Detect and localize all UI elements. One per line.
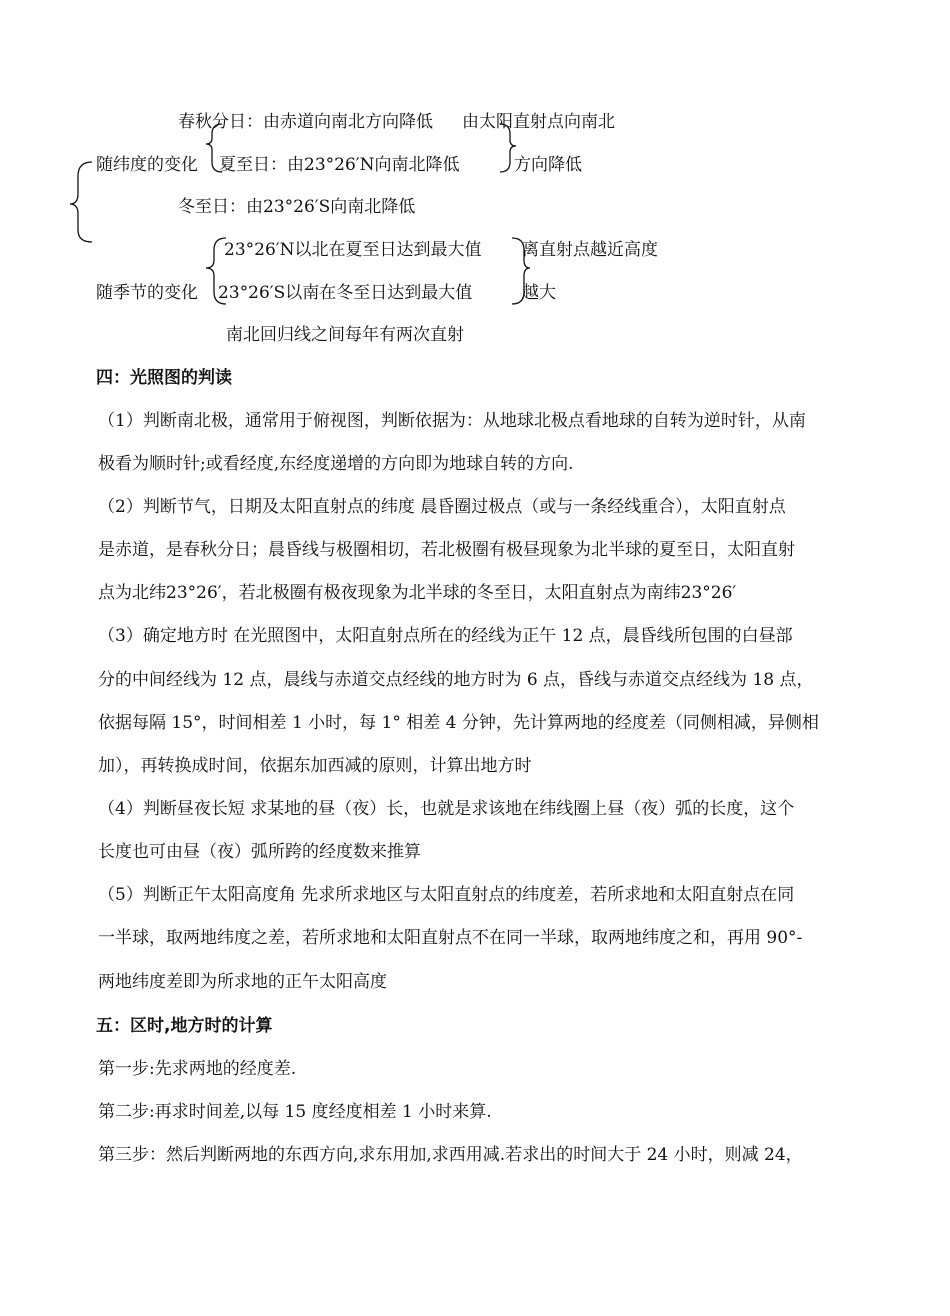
summer-row-text: 夏至日：由23°26′N向南北降低	[219, 155, 460, 175]
winter-row-text: 冬至日：由23°26′S向南北降低	[178, 197, 416, 217]
section5-heading: 五：区时,地方时的计算	[96, 1016, 273, 1036]
section4-line: 分的中间经线为 12 点，晨线与赤道交点经线的地方时为 6 点，昏线与赤道交点经线为 18 点，	[98, 670, 814, 690]
section4-line: 是赤道，是春秋分日；晨昏线与极圈相切，若北极圈有极昼现象为北半球的夏至日，太阳直射	[98, 540, 795, 560]
season-right-note-1: 离直射点越近高度	[522, 240, 658, 260]
section4-line: （5）判断正午太阳高度角 先求所求地区与太阳直射点的纬度差，若所求地和太阳直射点在同	[98, 885, 795, 905]
section4-line: 极看为顺时针;或看经度,东经度递增的方向即为地球自转的方向.	[98, 454, 574, 474]
section4-line: （4）判断昼夜长短 求某地的昼（夜）长，也就是求该地在纬线圈上昼（夜）弧的长度，这个	[98, 799, 795, 819]
equinox-right-note: 由太阳直射点向南北	[462, 112, 615, 132]
section4-line: 点为北纬23°26′，若北极圈有极夜现象为北半球的冬至日，太阳直射点为南纬23°26′	[98, 583, 737, 603]
section4-line: 两地纬度差即为所求地的正午太阳高度	[98, 972, 387, 992]
section4-line: （3）确定地方时 在光照图中，太阳直射点所在的经线为正午 12 点，晨昏线所包围的白昼部	[98, 626, 793, 646]
summer-right-note: 方向降低	[514, 155, 582, 175]
equinox-row-text: 春秋分日：由赤道向南北方向降低	[178, 112, 433, 132]
season-variation-label: 随季节的变化	[96, 283, 198, 303]
section4-heading: 四：光照图的判读	[96, 368, 232, 388]
section5-step: 第三步：然后判断两地的东西方向,求东用加,求西用减.若求出的时间大于 24 小时，则减 24，	[98, 1145, 803, 1165]
latitude-variation-label: 随纬度的变化	[96, 155, 198, 175]
outer-left-brace	[70, 162, 92, 242]
section5-step: 第一步:先求两地的经度差.	[98, 1059, 297, 1079]
season-right-note-2: 越大	[522, 283, 556, 303]
section5-step: 第二步:再求时间差,以每 15 度经度相差 1 小时来算.	[98, 1102, 492, 1122]
section4-line: 加），再转换成时间，依据东加西减的原则，计算出地方时	[98, 756, 532, 776]
season-row-2-text: 23°26′S以南在冬至日达到最大值	[218, 283, 473, 303]
section4-line: 长度也可由昼（夜）弧所跨的经度数来推算	[98, 842, 421, 862]
season-row-1-text: 23°26′N以北在夏至日达到最大值	[224, 240, 482, 260]
section4-line: 依据每隔 15°，时间相差 1 小时，每 1° 相差 4 分钟，先计算两地的经度差（同侧相减，异侧相	[98, 713, 819, 733]
diagram-braces	[0, 0, 950, 360]
section4-line: 一半球，取两地纬度之差，若所求地和太阳直射点不在同一半球，取两地纬度之和，再用 90°-	[98, 928, 803, 948]
section4-line: （2）判断节气，日期及太阳直射点的纬度 晨昏圈过极点（或与一条经线重合），太阳直射点	[98, 497, 786, 517]
tropics-row-text: 南北回归线之间每年有两次直射	[226, 325, 464, 345]
section4-line: （1）判断南北极，通常用于俯视图，判断依据为：从地球北极点看地球的自转为逆时针，从南	[98, 411, 806, 431]
